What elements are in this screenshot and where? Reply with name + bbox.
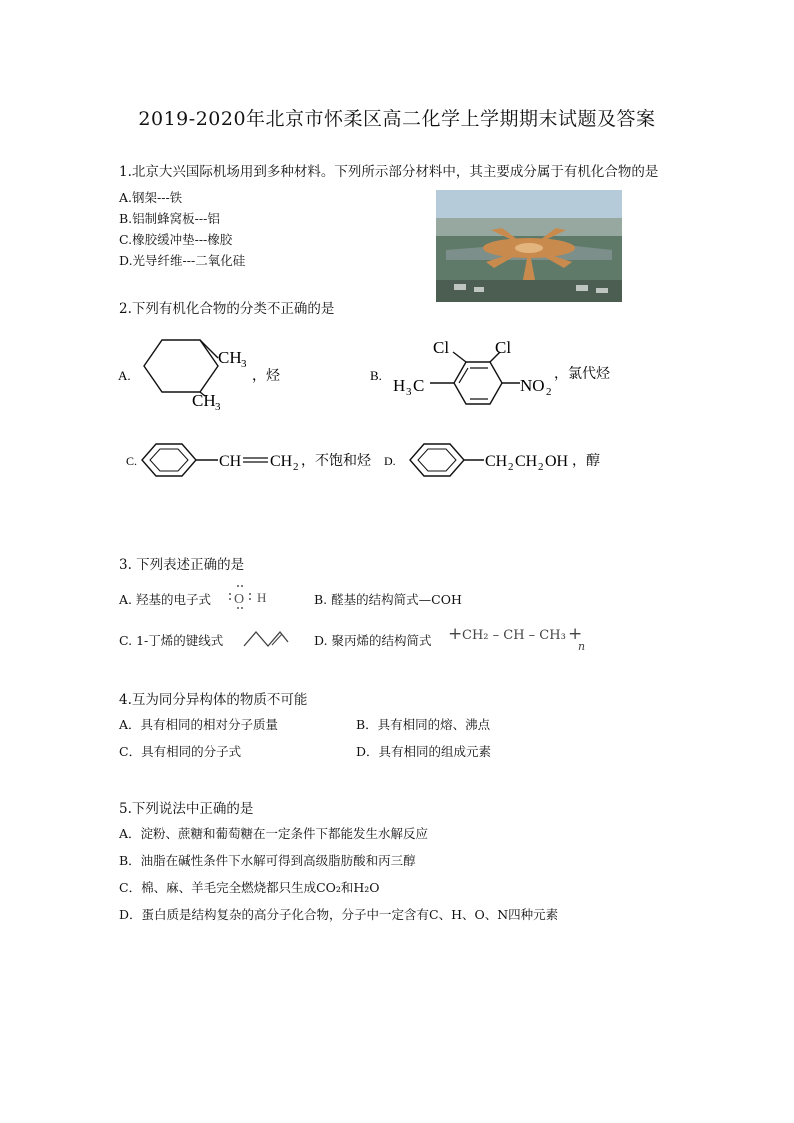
page-title: 2019-2020年北京市怀柔区高二化学上学期期末试题及答案 — [138, 108, 656, 130]
q4-option-a: A．具有相同的相对分子质量 — [119, 717, 279, 732]
airport-photo — [436, 190, 622, 302]
butene-skeletal-formula — [242, 626, 290, 650]
q2-c-class: ，不饱和烃 — [301, 454, 371, 469]
hydroxyl-h: H — [257, 590, 267, 605]
q4-option-c: C．具有相同的分子式 — [119, 744, 242, 759]
q2-a-class: ，烃 — [252, 369, 280, 384]
q2-option-d — [384, 444, 600, 476]
q2-b-h-sub: 3 — [406, 386, 412, 398]
q4-stem: 4.互为同分异构体的物质不可能 — [119, 692, 308, 708]
q2-a-ch3-bottom-sub: 3 — [215, 401, 221, 413]
q2-d-ch: CH — [485, 453, 508, 470]
q1-option-c: C.橡胶缓冲垫---橡胶 — [119, 232, 233, 247]
q1-option-d: D.光导纤维---二氧化硅 — [119, 253, 246, 268]
q2-a-label: A. — [118, 368, 131, 383]
q2-c-ch: CH — [219, 453, 242, 470]
q5-stem: 5.下列说法中正确的是 — [119, 801, 254, 817]
q2-d-ch2-sub: 2 — [538, 461, 544, 473]
polypropylene-bracket-left: + — [448, 624, 463, 644]
q1-option-a: A.钢架---铁 — [119, 190, 183, 205]
hydroxyl-o: O — [234, 592, 245, 607]
q2-b-cl-left: Cl — [433, 338, 450, 357]
q2-b-no2-sub: 2 — [546, 386, 552, 398]
q1-stem: 1.北京大兴国际机场用到多种材料。下列所示部分材料中，其主要成分属于有机化合物的是 — [119, 164, 659, 180]
q2-structures — [110, 330, 650, 500]
q2-d-oh: OH — [545, 453, 569, 470]
q5-option-c: C．棉、麻、羊毛完全燃烧都只生成CO₂和H₂O — [119, 880, 380, 895]
q2-option-b — [370, 338, 611, 404]
q2-c-label: C. — [126, 454, 138, 468]
q2-option-c — [126, 444, 372, 476]
q2-d-ch-sub: 2 — [508, 461, 514, 473]
q3-option-b: B. 醛基的结构简式—COH — [314, 592, 462, 607]
q2-option-a — [118, 340, 281, 413]
q2-b-c: C — [413, 376, 425, 395]
q2-d-ch2: CH — [515, 453, 538, 470]
q4-option-b: B．具有相同的熔、沸点 — [356, 717, 491, 732]
q2-a-ch3-top-sub: 3 — [241, 358, 247, 370]
q5-option-b: B．油脂在碱性条件下水解可得到高级脂肪酸和丙三醇 — [119, 853, 416, 868]
hydroxyl-electron-formula — [228, 583, 276, 611]
q3-option-a: A. 羟基的电子式 — [119, 592, 211, 607]
q2-a-ch3-top: CH — [218, 348, 242, 367]
q2-b-class: ，氯代烃 — [554, 367, 610, 382]
q3-stem: 3. 下列表述正确的是 — [119, 557, 245, 573]
q2-stem: 2.下列有机化合物的分类不正确的是 — [119, 301, 335, 317]
q2-b-label: B. — [370, 368, 382, 383]
q2-b-cl-right: Cl — [495, 338, 512, 357]
q5-option-d: D．蛋白质是结构复杂的高分子化合物，分子中一定含有C、H、O、N四种元素 — [119, 907, 559, 922]
polypropylene-formula: CH₂ – CH – CH₃ — [462, 628, 566, 643]
q2-d-label: D. — [384, 454, 396, 468]
q4-option-d: D．具有相同的组成元素 — [356, 744, 492, 759]
q2-c-ch2-sub: 2 — [293, 461, 299, 473]
q2-a-ch3-bottom: CH — [192, 391, 216, 410]
q2-d-class: ，醇 — [572, 454, 600, 469]
q2-b-no: NO — [520, 376, 545, 395]
q2-c-ch2: CH — [270, 453, 293, 470]
q2-b-h: H — [393, 376, 406, 395]
q5-option-a: A．淀粉、蔗糖和葡萄糖在一定条件下都能发生水解反应 — [119, 826, 429, 841]
q3-option-c: C. 1-丁烯的键线式 — [119, 633, 224, 648]
q3-option-d: D. 聚丙烯的结构简式 — [314, 633, 432, 648]
polypropylene-n: n — [578, 640, 586, 653]
q1-option-b: B.铝制蜂窝板---铝 — [119, 211, 220, 226]
polypropylene-bracket-right: + — [568, 624, 583, 644]
